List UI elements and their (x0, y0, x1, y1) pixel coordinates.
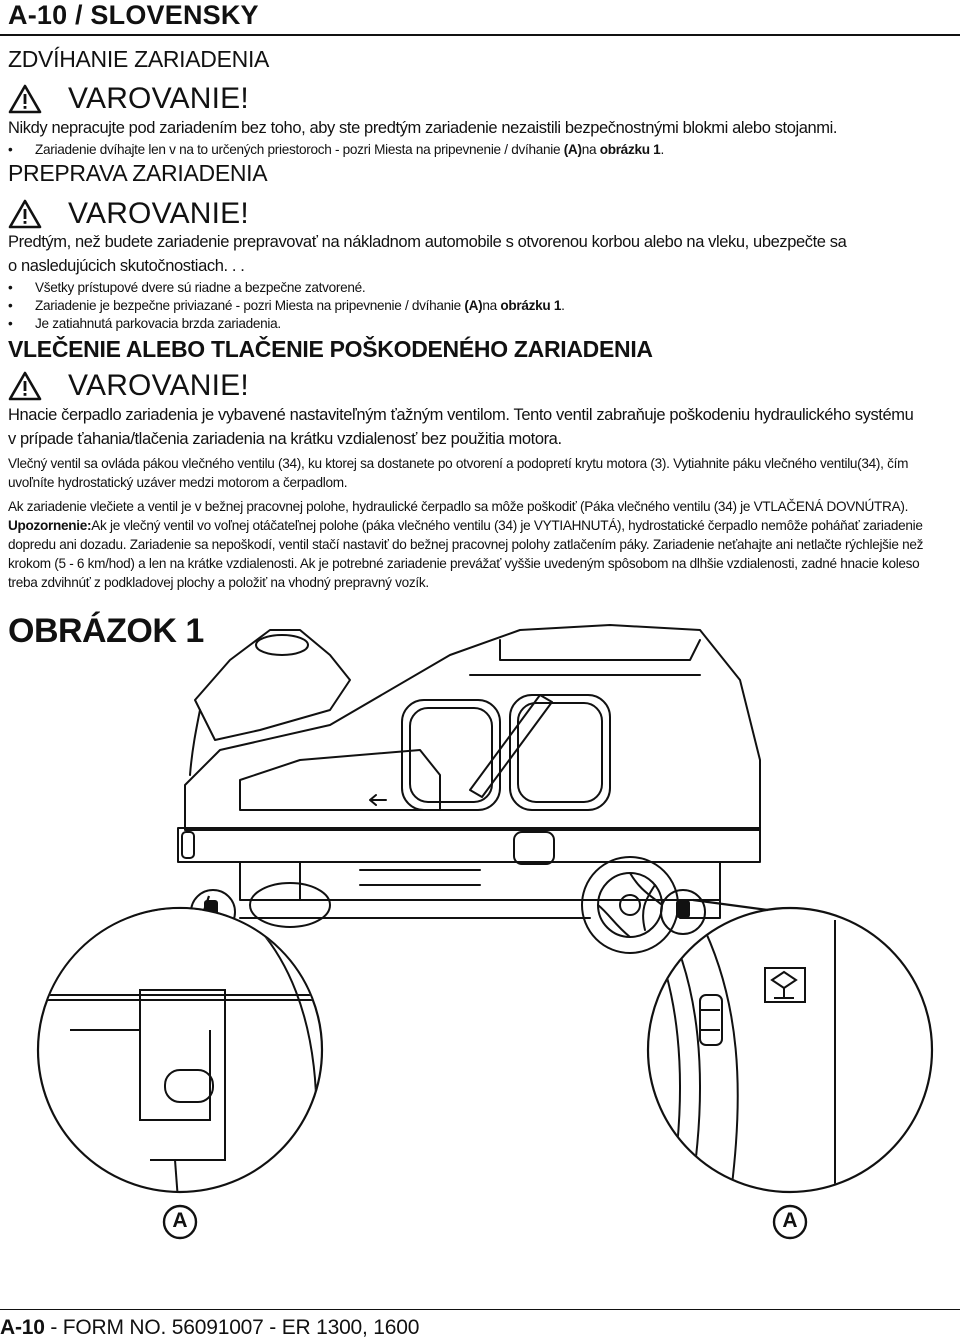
page-footer (0, 1316, 419, 1340)
figure-title: OBRÁZOK 1 (8, 612, 204, 650)
towing-p1-line1: Vlečný ventil sa ovláda pákou vlečného ventilu (34), ku ktorej sa dostanete po otvorení a podopretí krytu motora (3). Vytiahnite páku vlečného ventilu(34), čím (8, 456, 909, 471)
section-title-towing: VLEČENIE ALEBO TLAČENIE POŠKODENÉHO ZARIADENIA (8, 336, 653, 362)
warning-label: VAROVANIE! (68, 82, 249, 115)
warning-transport (8, 197, 249, 231)
bullet-icon: • (8, 316, 13, 331)
section-title-lifting: ZDVÍHANIE ZARIADENIA (8, 46, 270, 72)
header-rule (0, 34, 960, 36)
warning-triangle-icon (8, 199, 42, 229)
warning-label: VAROVANIE! (68, 369, 249, 402)
steering-wheel (256, 635, 308, 655)
bullet-icon: • (8, 142, 13, 157)
footer-page-number: A-10 (0, 1316, 45, 1339)
towing-p3-line4: treba zdvihnúť z podkladovej plochy a položiť na vhodný prepravný vozík. (8, 575, 429, 590)
lifting-paragraph: Nikdy nepracujte pod zariadením bez toho, aby ste predtým zariadenie nezaistili bezpečnostnými blokmi alebo stojanmi. (8, 119, 838, 137)
transport-paragraph-line2: o nasledujúcich skutočnostiach. . . (8, 257, 245, 275)
towing-p3-line2: dopredu ani dozadu. Zariadenie sa nepoškodí, ventil stačí nastaviť do bežnej pracovnej polohy zatlačením páky. Zariadenie neťahajte ani netlačte rýchlejšie než (8, 537, 924, 552)
page-header-title: A-10 / SLOVENSKY (8, 0, 259, 30)
side-brush (250, 883, 330, 927)
transport-paragraph-line1: Predtým, než budete zariadenie prepravovať na nákladnom automobile s otvorenou korbou alebo na vleku, ubezpečte sa (8, 233, 847, 251)
footer-form-number: - FORM NO. 56091007 - ER 1300, 1600 (44, 1316, 420, 1339)
towing-p3-line1: Upozornenie:Ak je vlečný ventil vo voľnej otáčateľnej polohe (páka vlečného ventilu (34) je VYTIAHNUTÁ), hydrostatické čerpadlo nemôže poháňať zariadenie (8, 518, 923, 533)
detail-circle-right (648, 908, 932, 1192)
warning-towing (8, 369, 249, 403)
callout-label-right: A (782, 1209, 798, 1232)
warning-label: VAROVANIE! (68, 197, 249, 230)
machine-figure (0, 600, 960, 1300)
tie-down-hook-right (700, 995, 722, 1045)
warning-triangle-icon (8, 84, 42, 114)
warning-triangle-icon (8, 371, 42, 401)
towing-paragraph-line2: v prípade ťahania/tlačenia zariadenia na krátku vzdialenosť bez použitia motora. (8, 430, 562, 448)
towing-paragraph-line1: Hnacie čerpadlo zariadenia je vybavené nastaviteľným ťažným ventilom. Tento ventil zabraňuje poškodeniu hydraulického systému (8, 406, 914, 424)
tie-down-hook-left (165, 1070, 213, 1102)
towing-p3-line3: krokom (5 - 6 km/hod) a len na krátke vzdialenosti. Ak je potrebné zariadenie prevážať vyššie uvedeným spôsobom na dlhšie vzdialenosti, zadné hnacie koleso (8, 556, 920, 571)
callout-label-left: A (172, 1209, 188, 1232)
towing-p2: Ak zariadenie vlečiete a ventil je v bežnej pracovnej polohe, hydraulické čerpadlo sa môže poškodiť (Páka vlečného ventilu (34) je VTLAČENÁ DOVNÚTRA). (8, 499, 909, 514)
drive-wheel (582, 857, 678, 953)
footer-rule (0, 1309, 960, 1310)
seat-area (195, 630, 350, 740)
chassis-band (178, 828, 760, 862)
bullet-icon: • (8, 298, 13, 313)
bullet-icon: • (8, 280, 13, 295)
warning-lifting (8, 82, 249, 116)
towing-p1-line2: uvoľníte hydrostatický uzáver medzi motorom a čerpadlom. (8, 475, 348, 490)
side-panel-right (510, 695, 610, 810)
section-title-transport: PREPRAVA ZARIADENIA (8, 160, 268, 186)
